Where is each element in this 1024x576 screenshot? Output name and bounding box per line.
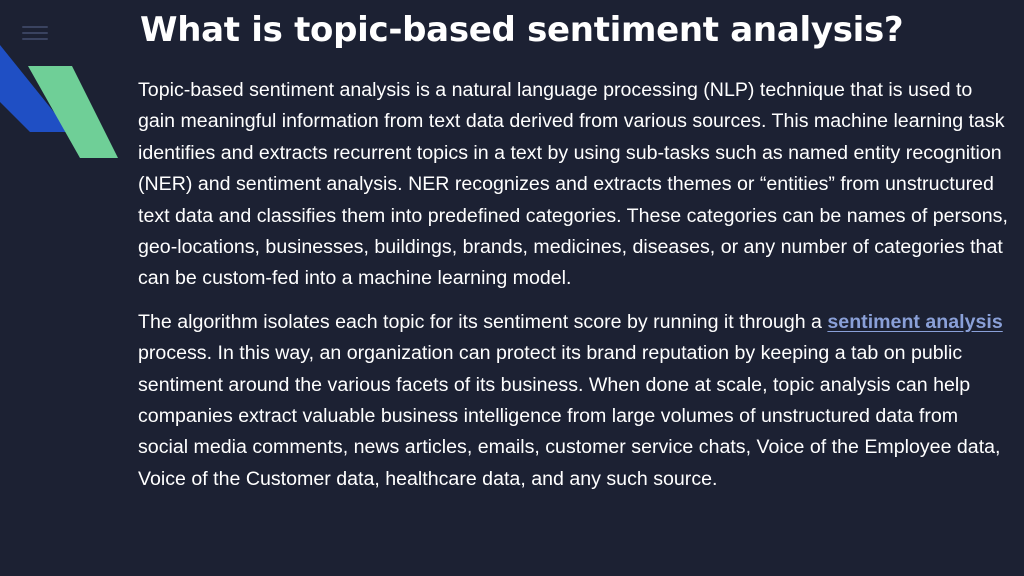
paragraph-2-end: process. In this way, an organization can protect its brand reputation by keeping a tab on public sentiment around the various facets of its business. When done at scale, topic analysis can help companies extract valuable business intelligence from large volumes of unstructured data from social media comments, news articles, emails, customer service chats, Voice of the Employee data, Voice of the Customer data, healthcare data, and any such source.	[138, 342, 1001, 490]
paragraph-2	[138, 307, 1010, 495]
menu-line	[22, 26, 48, 28]
paragraph-1: Topic-based sentiment analysis is a natural language processing (NLP) technique that is used to gain meaningful information from text data derived from various sources. This machine learning task identifies and extracts recurrent topics in a text by using sub-tasks such as named entity recognition (NER) and sentiment analysis. NER recognizes and extracts themes or “entities” from unstructured text data and classifies them into predefined categories. These categories can be names of persons, geo-locations, businesses, buildings, brands, medicines, diseases, or any number of categories that can be custom-fed into a machine learning model.	[138, 79, 1008, 290]
menu-line	[22, 32, 48, 34]
article-body	[138, 75, 1010, 507]
sentiment-analysis-link[interactable]: sentiment analysis	[827, 310, 1003, 333]
paragraph-2-start: The algorithm isolates each topic for its sentiment score by running it through a	[138, 310, 828, 333]
page-title: What is topic-based sentiment analysis?	[140, 10, 904, 50]
decorative-stripes	[0, 40, 130, 160]
